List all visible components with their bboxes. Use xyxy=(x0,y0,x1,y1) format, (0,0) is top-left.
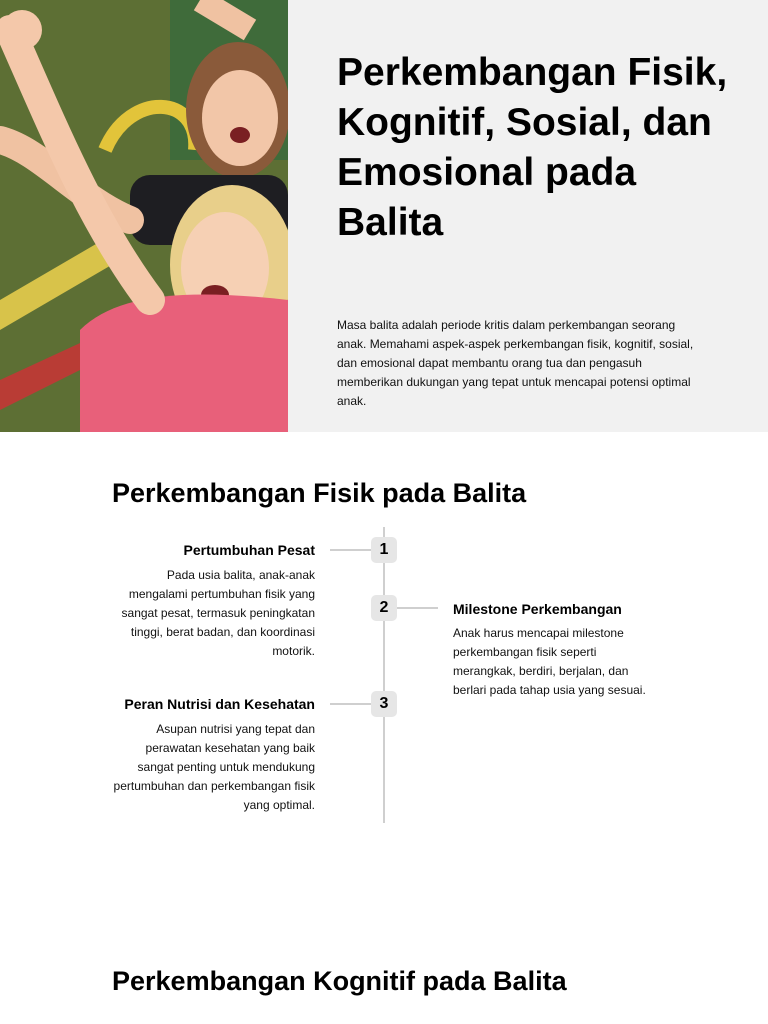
photo-illustration xyxy=(0,0,288,432)
hero-section xyxy=(0,0,768,432)
timeline-number-1: 1 xyxy=(371,537,397,563)
timeline-number-3: 3 xyxy=(371,691,397,717)
item-text-nutrition: Asupan nutrisi yang tepat dan perawatan kesehatan yang baik sangat penting untuk mendukung pertumbuhan dan perkembangan fisik yang optimal. xyxy=(113,722,315,812)
physical-section-title: Perkembangan Fisik pada Balita xyxy=(112,478,527,508)
item-title-growth: Pertumbuhan Pesat xyxy=(183,542,315,558)
cognitive-section-title: Perkembangan Kognitif pada Balita xyxy=(112,966,567,996)
hero-description: Masa balita adalah periode kritis dalam perkembangan seorang anak. Memahami aspek-aspek perkembangan fisik, kognitif, sosial, dan emosional dapat membantu orang tua dan pengasuh memberikan dukungan yang tepat untuk mencapai potensi optimal anak. xyxy=(337,318,694,408)
item-title-milestone: Milestone Perkembangan xyxy=(453,601,622,617)
timeline-connector-1 xyxy=(330,549,372,551)
item-text-milestone: Anak harus mencapai milestone perkembangan fisik seperti merangkak, berdiri, berjalan, dan berlari pada tahap usia yang sesuai. xyxy=(453,626,646,697)
timeline-connector-3 xyxy=(330,703,372,705)
timeline-connector-2 xyxy=(397,607,438,609)
item-title-nutrition: Peran Nutrisi dan Kesehatan xyxy=(124,696,315,712)
children-playground-photo xyxy=(0,0,288,432)
page-title: Perkembangan Fisik, Kognitif, Sosial, dan Emosional pada Balita xyxy=(337,51,728,244)
timeline-line xyxy=(383,527,385,823)
item-text-growth: Pada usia balita, anak-anak mengalami pertumbuhan fisik yang sangat pesat, termasuk peningkatan tinggi, berat badan, dan koordinasi motorik. xyxy=(121,568,315,658)
timeline-number-2: 2 xyxy=(371,595,397,621)
